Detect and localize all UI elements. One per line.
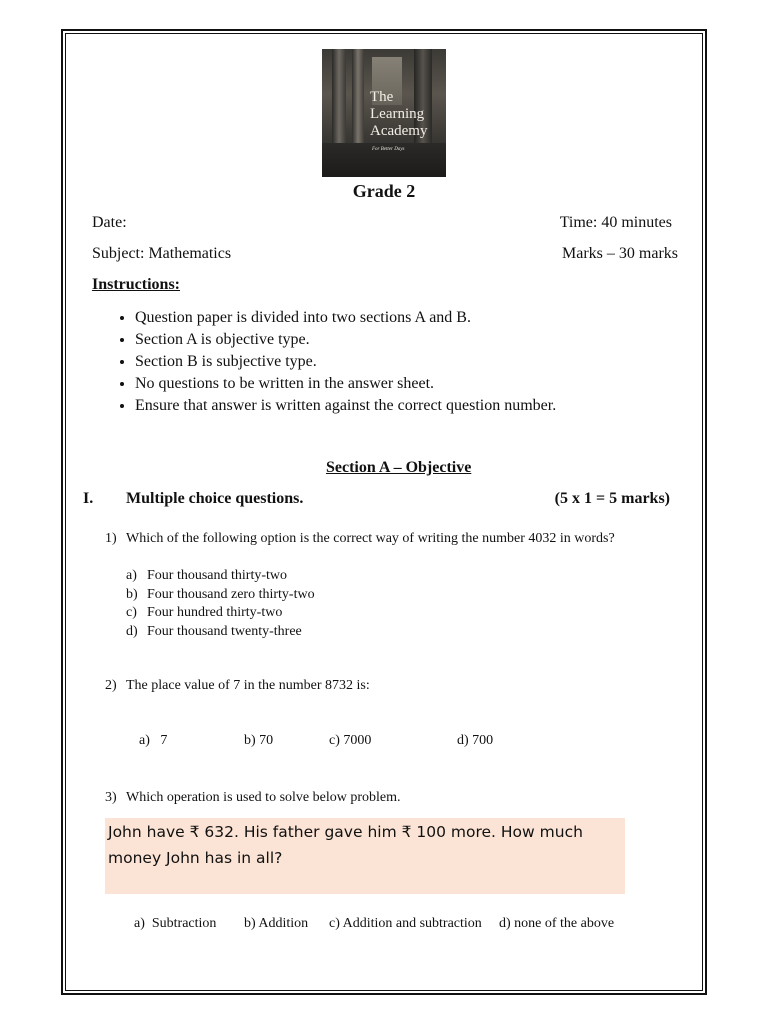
time-label: Time: 40 minutes bbox=[559, 214, 672, 231]
option-item: b) Four thousand zero thirty-two bbox=[126, 586, 315, 602]
section-a-heading: Section A – Objective bbox=[326, 459, 472, 476]
question-3-option-a: a) Subtraction bbox=[134, 916, 217, 931]
problem-line-1: John have ₹ 632. His father gave him ₹ 100 more. How much bbox=[108, 823, 583, 841]
instructions-heading: Instructions: bbox=[92, 276, 181, 293]
question-3-number: 3) bbox=[105, 790, 117, 805]
date-label: Date: bbox=[92, 214, 127, 231]
option-item: a) Four thousand thirty-two bbox=[126, 568, 287, 583]
question-3-option-b: b) Addition bbox=[244, 916, 309, 931]
question-1-text: Which of the following option is the correct way of writing the number 4032 in words? bbox=[126, 531, 615, 546]
question-3-option-d: d) none of the above bbox=[499, 916, 615, 931]
instruction-item: • Section B is subjective type. bbox=[135, 351, 556, 373]
instruction-item: • Section A is objective type. bbox=[135, 329, 556, 351]
instructions-list bbox=[92, 307, 556, 417]
question-2-option-b: b) 70 bbox=[244, 733, 274, 748]
question-3-option-c: c) Addition and subtraction bbox=[329, 916, 482, 931]
option-item: c) Four hundred thirty-two bbox=[126, 605, 283, 620]
problem-box bbox=[105, 818, 625, 894]
instruction-item: • Ensure that answer is written against the correct question number. bbox=[135, 395, 556, 417]
part-number: I. bbox=[83, 490, 94, 507]
question-2-option-c: c) 7000 bbox=[329, 733, 372, 748]
logo-text-line2: Learning bbox=[370, 106, 425, 122]
instruction-item: • No questions to be written in the answer sheet. bbox=[135, 373, 556, 395]
academy-logo bbox=[322, 49, 446, 177]
option-item: d) Four thousand twenty-three bbox=[126, 623, 302, 639]
question-2-option-a: a) 7 bbox=[139, 733, 168, 748]
logo-text-line1: The bbox=[370, 89, 394, 105]
problem-line-2: money John has in all? bbox=[108, 849, 283, 867]
subject-label: Subject: Mathematics bbox=[92, 245, 232, 262]
logo-text-line3: Academy bbox=[370, 123, 428, 139]
part-title: Multiple choice questions. bbox=[126, 490, 304, 507]
question-1-options bbox=[126, 567, 315, 641]
question-3-text: Which operation is used to solve below problem. bbox=[126, 790, 401, 805]
part-marks: (5 x 1 = 5 marks) bbox=[554, 490, 670, 507]
logo-tagline: For Better Days bbox=[372, 147, 405, 152]
question-2-option-d: d) 700 bbox=[457, 733, 494, 748]
question-2-number: 2) bbox=[105, 678, 117, 693]
grade-title: Grade 2 bbox=[352, 181, 416, 201]
instruction-item: • Question paper is divided into two sections A and B. bbox=[135, 307, 556, 329]
marks-label: Marks – 30 marks bbox=[562, 245, 678, 262]
question-1-number: 1) bbox=[105, 531, 117, 546]
question-2-text: The place value of 7 in the number 8732 is: bbox=[126, 678, 370, 693]
